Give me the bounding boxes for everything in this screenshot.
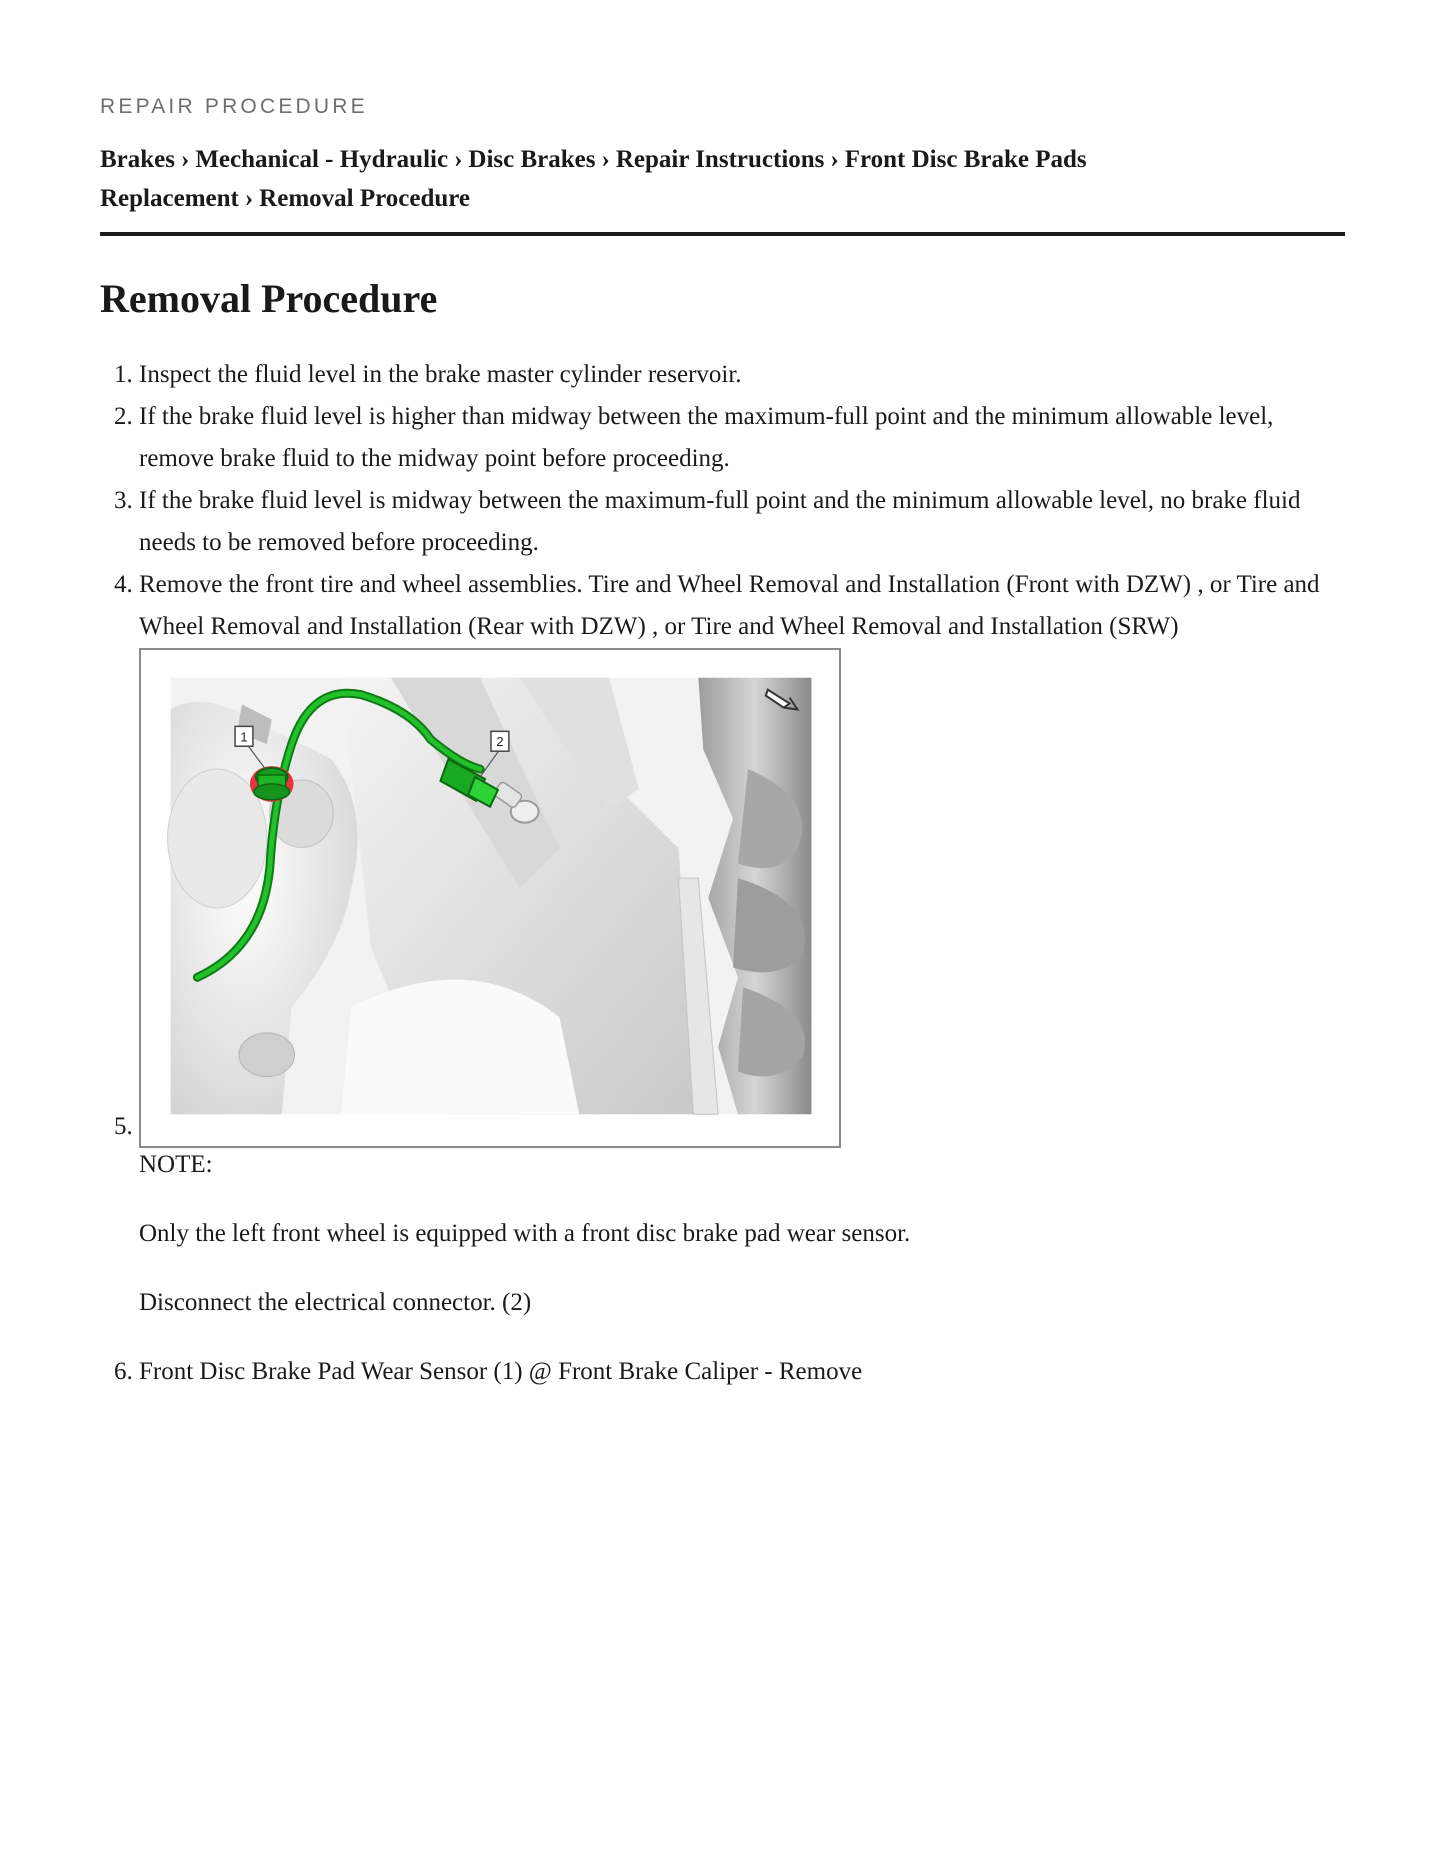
brake-caliper-illustration [141,650,839,1146]
callout-2-label: 2 [496,734,504,750]
callout-1-label: 5. 1 [240,729,248,745]
breadcrumb-item-removal-procedure: Removal Procedure [259,185,470,212]
wear-sensor-figure [139,648,841,1148]
step-2: 2. If the brake fluid level is higher than midway between the maximum-full point and the minimum allowable level, remove brake fluid to the midway point before proceeding. [139,396,1345,480]
breadcrumb-separator: › [830,146,839,173]
step-6: 6. Front Disc Brake Pad Wear Sensor (1) @ Front Brake Caliper - Remove [139,1351,1345,1393]
step-5 [139,648,1345,1324]
section-kicker: REPAIR PROCEDURE [100,95,368,118]
breadcrumb-item-pads-replacement[interactable]: Front Disc Brake Pads Replacement [100,146,1087,212]
step-3: 3. If the brake fluid level is midway between the maximum-full point and the minimum allowable level, no brake fluid needs to be removed before proceeding. [139,480,1345,564]
step-1: 1. Inspect the fluid level in the brake master cylinder reservoir. [139,354,1345,396]
note-text: Only the left front wheel is equipped with a front disc brake pad wear sensor. [139,1220,911,1247]
breadcrumb-item-mechanical-hydraulic[interactable]: Mechanical - Hydraulic [195,146,449,173]
note-label: NOTE: [139,1151,213,1178]
breadcrumb-item-brakes[interactable]: Brakes [100,146,175,173]
breadcrumb-separator: › [181,146,190,173]
breadcrumb [100,140,1345,236]
step-4: 4. Remove the front tire and wheel assemblies. Tire and Wheel Removal and Installation (Front with DZW) , or Tire and Wheel Removal and Installation (Rear with DZW) , or Tire and Wheel Removal and Installation (SRW) [139,564,1345,648]
breadcrumb-separator: › [244,185,254,212]
step-5-instruction: Disconnect the electrical connector. (2) [139,1289,532,1316]
breadcrumb-separator: › [601,146,610,173]
breadcrumb-item-repair-instructions[interactable]: Repair Instructions [615,146,825,173]
page-title: Removal Procedure [100,276,438,321]
breadcrumb-separator: › [454,146,463,173]
breadcrumb-item-disc-brakes[interactable]: Disc Brakes [468,146,596,173]
procedure-steps [100,354,1345,1393]
step-5-note [139,1144,1345,1324]
